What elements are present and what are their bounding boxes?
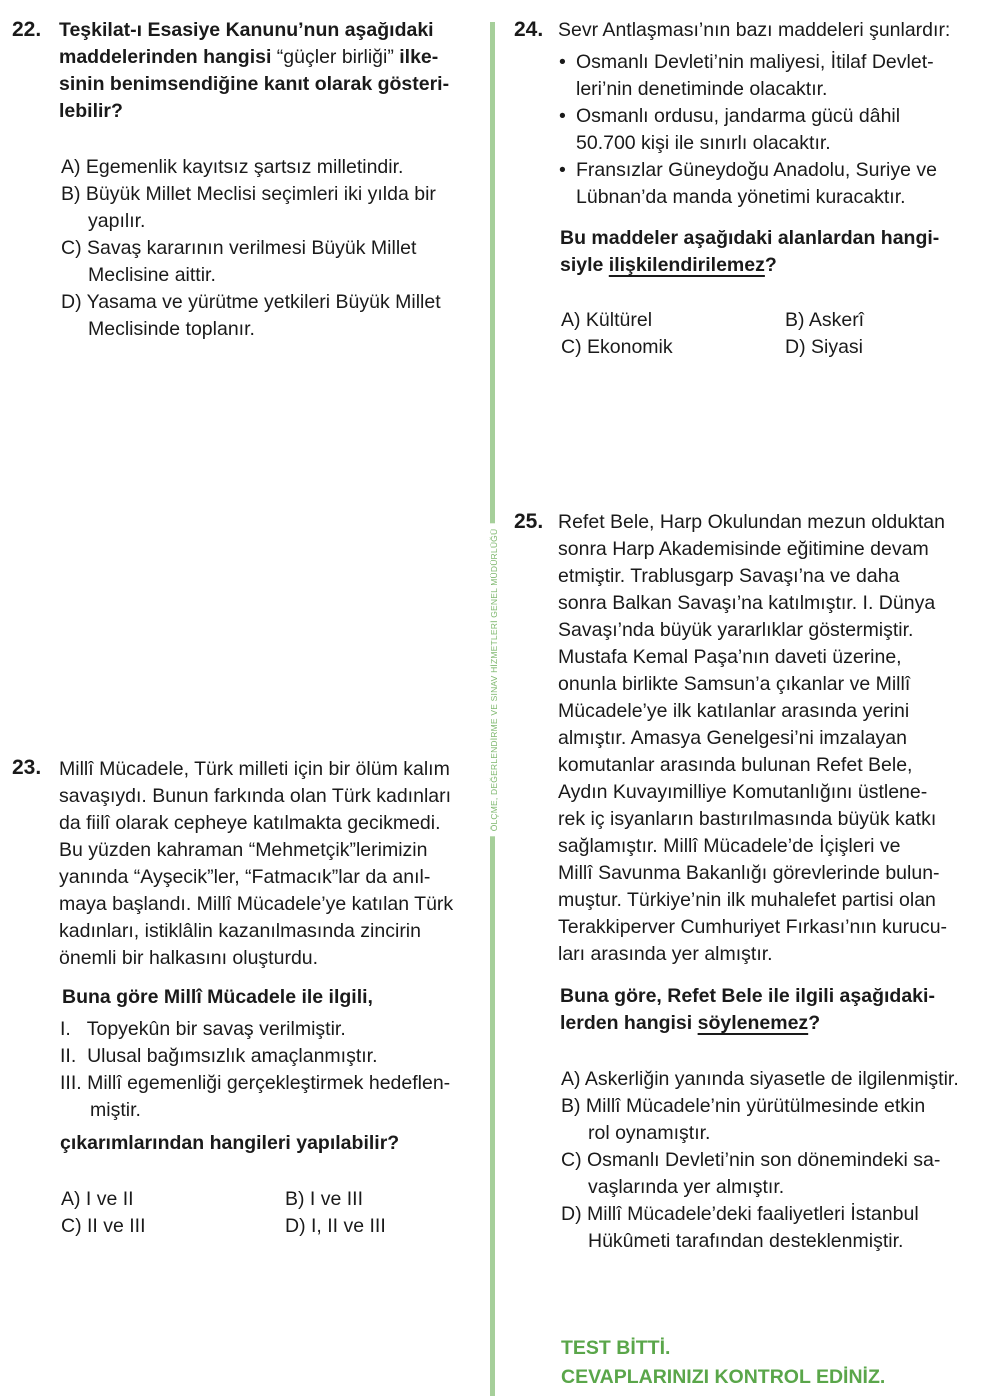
passage-line: sonra Balkan Savaşı’na katılmıştır. I. Dünya	[558, 592, 936, 614]
passage-line: maya başlandı. Millî Mücadele’ye katılan Türk	[59, 893, 454, 915]
option-c[interactable]: C) II ve III	[61, 1215, 146, 1237]
passage-line: etmiştir. Trablusgarp Savaşı’na ve daha	[558, 565, 900, 587]
item-ii: II. Ulusal bağımsızlık amaçlanmıştır.	[60, 1045, 378, 1067]
option-d[interactable]: D) Yasama ve yürütme yetkileri Büyük Millet	[61, 291, 441, 313]
passage-line: Terakkiperver Cumhuriyet Fırkası’nın kurucu-	[558, 916, 948, 938]
option-d[interactable]: D) I, II ve III	[285, 1215, 386, 1237]
bullet-item-cont: 50.700 kişi ile sınırlı olacaktır.	[576, 132, 831, 154]
question-23-number: 23.	[12, 756, 42, 779]
passage-line: kadınları, istiklâlin kazanılmasında zincirin	[59, 920, 421, 942]
passage-line: da fiilî olarak cepheye katılmakta gecikmedi.	[59, 812, 441, 834]
question-24-intro: Sevr Antlaşması’nın bazı maddeleri şunlardır:	[558, 19, 951, 41]
passage-line: Millî Savunma Bakanlığı görevlerinde bulun-	[558, 862, 940, 884]
bullet-item: • Osmanlı ordusu, jandarma gücü dâhil	[559, 103, 937, 130]
question-25-number: 25.	[514, 510, 544, 533]
test-finished-text: TEST BİTTİ.	[561, 1337, 671, 1359]
question-24-bullets	[559, 49, 937, 211]
item-i: I. Topyekûn bir savaş verilmiştir.	[60, 1018, 346, 1040]
question-25-question: Buna göre, Refet Bele ile ilgili aşağıdaki- lerden hangisi söylenemez?	[560, 985, 935, 1034]
question-23-items	[60, 1016, 450, 1124]
passage-line: sağlamıştır. Millî Mücadele’de İçişleri ve	[558, 835, 901, 857]
question-22-number: 22.	[12, 18, 42, 41]
bullet-icon: •	[559, 159, 566, 181]
option-d[interactable]: D) Millî Mücadele’deki faaliyetleri İstanbul	[561, 1203, 919, 1225]
option-d-cont: Hükûmeti tarafından desteklenmiştir.	[588, 1230, 904, 1252]
question-24-options	[561, 307, 961, 361]
option-d-cont: Meclisinde toplanır.	[88, 318, 255, 340]
option-a[interactable]: A) Egemenlik kayıtsız şartsız milletindir.	[61, 156, 404, 178]
passage-line: almıştır. Amasya Genelgesi’ni imzalayan	[558, 727, 907, 749]
question-22-stem	[59, 17, 449, 125]
bullet-item: • Osmanlı Devleti’nin maliyesi, İtilaf Devlet-	[559, 49, 937, 76]
option-b[interactable]: B) Büyük Millet Meclisi seçimleri iki yılda bir	[61, 183, 436, 205]
passage-line: Savaşı’nda büyük yararlıklar göstermiştir.	[558, 619, 914, 641]
passage-line: Refet Bele, Harp Okulundan mezun olduktan	[558, 511, 945, 533]
stem-line: sinin benimsendiğine kanıt olarak gösteri-	[59, 73, 450, 95]
option-c[interactable]: C) Osmanlı Devleti’nin son dönemindeki sa-	[561, 1149, 941, 1171]
underlined-keyword: ilişkilendirilemez	[608, 254, 765, 276]
passage-line: muştur. Türkiye’nin ilk muhalefet partisi olan	[558, 889, 936, 911]
passage-line: sonra Harp Akademisinde eğitimine devam	[558, 538, 929, 560]
passage-line: onunla birlikte Samsun’a çıkanlar ve Millî	[558, 673, 911, 695]
passage-line: Mücadele’ye ilk katılanlar arasında yerini	[558, 700, 910, 722]
option-b[interactable]: B) Millî Mücadele’nin yürütülmesinde etkin	[561, 1095, 926, 1117]
option-c-cont: vaşlarında yer almıştır.	[588, 1176, 785, 1198]
question-24-number: 24.	[514, 18, 544, 41]
option-c-cont: Meclisine aittir.	[88, 264, 216, 286]
option-a[interactable]: A) Askerliğin yanında siyasetle de ilgilenmiştir.	[561, 1068, 959, 1090]
item-iii: III. Millî egemenliği gerçekleştirmek hedeflen-	[60, 1072, 451, 1094]
stem-line: lebilir?	[59, 100, 123, 122]
sidebar-text: ÖLÇME, DEĞERLENDİRME VE SINAV HİZMETLERİ GENEL MÜDÜRLÜĞÜ	[489, 524, 499, 837]
passage-line: komutanlar arasında bulunan Refet Bele,	[558, 754, 913, 776]
option-b-cont: yapılır.	[88, 210, 146, 232]
question-23-passage	[59, 756, 453, 972]
underlined-keyword: söylenemez	[697, 1012, 809, 1034]
passage-line: Millî Mücadele, Türk milleti için bir ölüm kalım	[59, 758, 450, 780]
stem-line: maddelerinden hangisi “güçler birliği” ilke-	[59, 46, 439, 68]
check-answers-text: CEVAPLARINIZI KONTROL EDİNİZ.	[561, 1366, 886, 1388]
option-c[interactable]: C) Ekonomik	[561, 336, 673, 358]
option-a[interactable]: A) I ve II	[61, 1188, 134, 1210]
option-b[interactable]: B) Askerî	[785, 309, 865, 331]
question-23-question: çıkarımlarından hangileri yapılabilir?	[60, 1132, 400, 1154]
question-24-question: Bu maddeler aşağıdaki alanlardan hangi- siyle ilişkilendirilemez?	[560, 227, 940, 276]
bullet-icon: •	[559, 51, 566, 73]
question-25-passage	[558, 509, 947, 968]
question-22-options	[61, 154, 441, 343]
bullet-item-cont: leri’nin denetiminde olacaktır.	[576, 78, 828, 100]
bullet-icon: •	[559, 105, 566, 127]
stem-line: Teşkilat-ı Esasiye Kanunu’nun aşağıdaki	[59, 19, 434, 41]
bullet-item: • Fransızlar Güneydoğu Anadolu, Suriye ve	[559, 157, 937, 184]
option-b-cont: rol oynamıştır.	[588, 1122, 711, 1144]
question-25-options	[561, 1066, 959, 1255]
option-b[interactable]: B) I ve III	[285, 1188, 364, 1210]
question-23-lead: Buna göre Millî Mücadele ile ilgili,	[62, 986, 373, 1008]
passage-line: rek iç isyanların bastırılmasında büyük katkı	[558, 808, 937, 830]
passage-line: Bu yüzden kahraman “Mehmetçik”lerimizin	[59, 839, 428, 861]
passage-line: Mustafa Kemal Paşa’nın daveti üzerine,	[558, 646, 902, 668]
bullet-item-cont: Lübnan’da manda yönetimi kuracaktır.	[576, 186, 906, 208]
passage-line: önemli bir halkasını oluşturdu.	[59, 947, 319, 969]
option-c[interactable]: C) Savaş kararının verilmesi Büyük Millet	[61, 237, 417, 259]
passage-line: savaşıydı. Bunun farkında olan Türk kadınları	[59, 785, 452, 807]
passage-line: Aydın Kuvayımilliye Komutanlığını üstlene-	[558, 781, 928, 803]
question-23-options	[61, 1186, 481, 1240]
passage-line: yanında “Ayşecik”ler, “Fatmacık”lar da anıl-	[59, 866, 431, 888]
passage-line: ları arasında yer almıştır.	[558, 943, 773, 965]
item-iii-cont: miştir.	[90, 1099, 141, 1121]
option-a[interactable]: A) Kültürel	[561, 309, 653, 331]
test-end-note	[561, 1334, 885, 1392]
option-d[interactable]: D) Siyasi	[785, 336, 864, 358]
